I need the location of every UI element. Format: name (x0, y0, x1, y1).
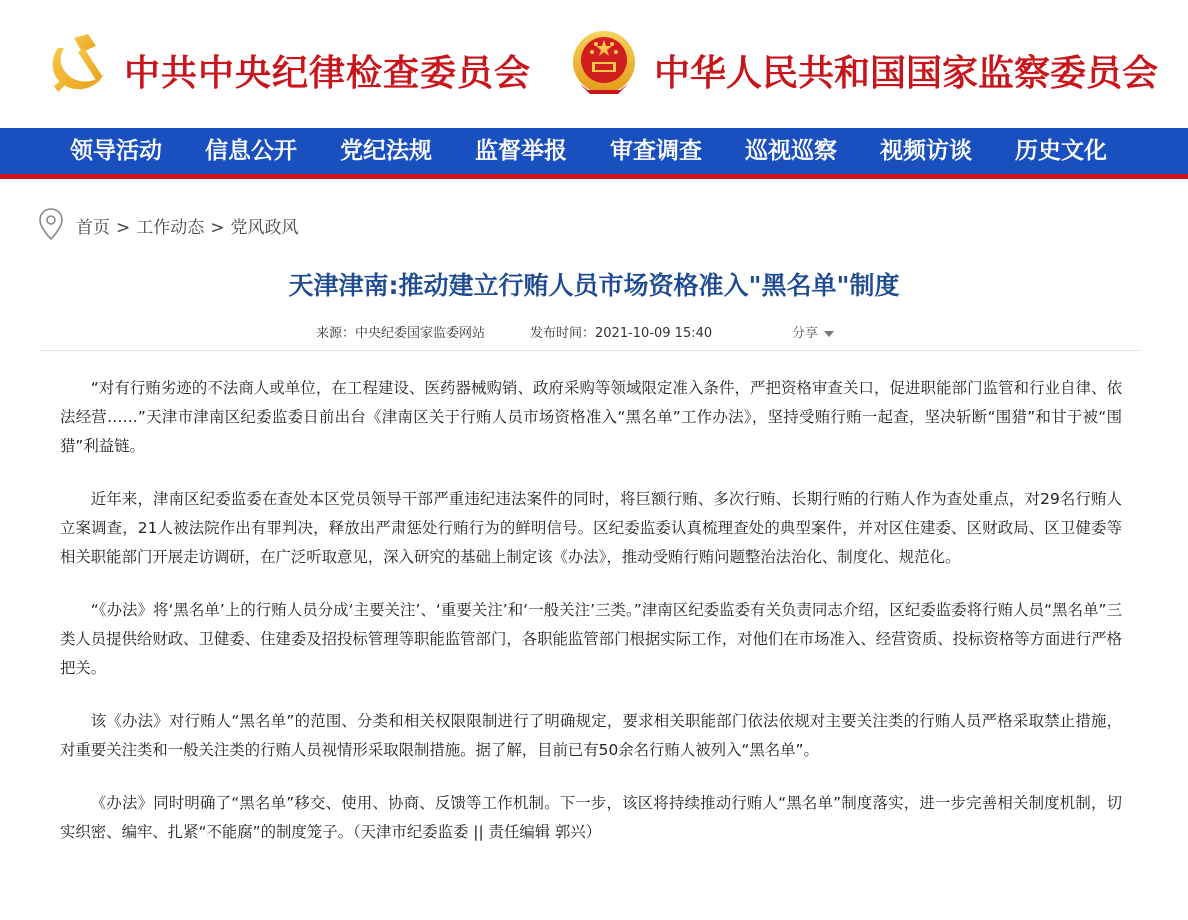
article-paragraph: “《办法》将‘黑名单’上的行贿人员分成‘主要关注’、‘重要关注’和‘一般关注’三类。”津南区纪委监委有关负责同志介绍，区纪委监委将行贿人员“黑名单”三类人员提供给财政、卫健委、住建委及招投标管理等职能监管部门，各职能监管部门根据实际工作，对他们在市场准入、经营资质、投标资格等方面进行严格把关。 (60, 601, 1122, 677)
breadcrumb-separator: > (116, 218, 131, 238)
nav-item-history[interactable]: 历史文化 (1015, 137, 1107, 164)
national-emblem-icon[interactable] (570, 28, 638, 100)
nav-item-inspection[interactable]: 巡视巡察 (745, 137, 837, 164)
hammer-sickle-icon[interactable] (44, 30, 110, 96)
org-name-ccdi[interactable]: 中共中央纪律检查委员会 (124, 52, 532, 94)
nav-item-investigation[interactable]: 审查调查 (610, 137, 702, 164)
breadcrumb-style[interactable]: 党风政风 (230, 218, 299, 238)
share-label: 分享 (792, 326, 819, 341)
nav-item-video[interactable]: 视频访谈 (880, 137, 972, 164)
nav-item-report[interactable]: 监督举报 (475, 137, 567, 164)
main-nav (0, 128, 1188, 179)
map-pin-icon (38, 208, 64, 240)
article-paragraph: “对有行贿劣迹的不法商人或单位，在工程建设、医药器械购销、政府采购等领域限定准入条件，严把资格审查关口，促进职能部门监管和行业自律、依法经营……”天津市津南区纪委监委日前出台《津南区关于行贿人员市场资格准入“黑名单”工作办法》，坚持受贿行贿一起查，坚决斩断“围猎”和甘于被“围猎”利益链。 (60, 379, 1122, 455)
breadcrumb-home[interactable]: 首页 (76, 218, 110, 238)
meta-divider (40, 350, 1140, 351)
chevron-down-icon (824, 331, 834, 337)
article-title: 天津津南:推动建立行贿人员市场资格准入"黑名单"制度 (288, 271, 900, 300)
share-button[interactable] (792, 322, 834, 341)
article-paragraph: 《办法》同时明确了“黑名单”移交、使用、协商、反馈等工作机制。下一步，该区将持续推动行贿人“黑名单”制度落实，进一步完善相关制度机制，切实织密、编牢、扎紧“不能腐”的制度笼子。（天津市纪委监委 || 责任编辑 郭兴） (60, 794, 1122, 841)
breadcrumb-separator: > (210, 218, 225, 238)
article-paragraph: 近年来，津南区纪委监委在查处本区党员领导干部严重违纪违法案件的同时，将巨额行贿、多次行贿、长期行贿的行贿人作为查处重点，对29名行贿人立案调查，21人被法院作出有罪判决，释放出严肃惩处行贿行为的鲜明信号。区纪委监委认真梳理查处的典型案件，并对区住建委、区财政局、区卫健委等相关职能部门开展走访调研，在广泛听取意见，深入研究的基础上制定该《办法》，推动受贿行贿问题整治法治化、制度化、规范化。 (60, 490, 1122, 566)
nav-item-leadership[interactable]: 领导活动 (70, 137, 162, 164)
article-source: 来源：中央纪委国家监委网站 (316, 326, 486, 341)
site-header (0, 0, 1188, 128)
nav-item-party-rules[interactable]: 党纪法规 (340, 137, 432, 164)
article-publish-time: 发布时间：2021-10-09 15:40 (530, 326, 713, 341)
org-name-nsc[interactable]: 中华人民共和国国家监察委员会 (654, 52, 1159, 94)
article-paragraph: 该《办法》对行贿人“黑名单”的范围、分类和相关权限限制进行了明确规定，要求相关职能部门依法依规对主要关注类的行贿人员严格采取禁止措施，对重要关注类和一般关注类的行贿人员视情形采取限制措施。据了解，目前已有50余名行贿人被列入“黑名单”。 (60, 712, 1122, 759)
nav-item-info-disclosure[interactable]: 信息公开 (205, 137, 297, 164)
breadcrumb-work-news[interactable]: 工作动态 (136, 218, 205, 238)
article-body (60, 374, 1122, 871)
article-meta (0, 322, 1188, 342)
